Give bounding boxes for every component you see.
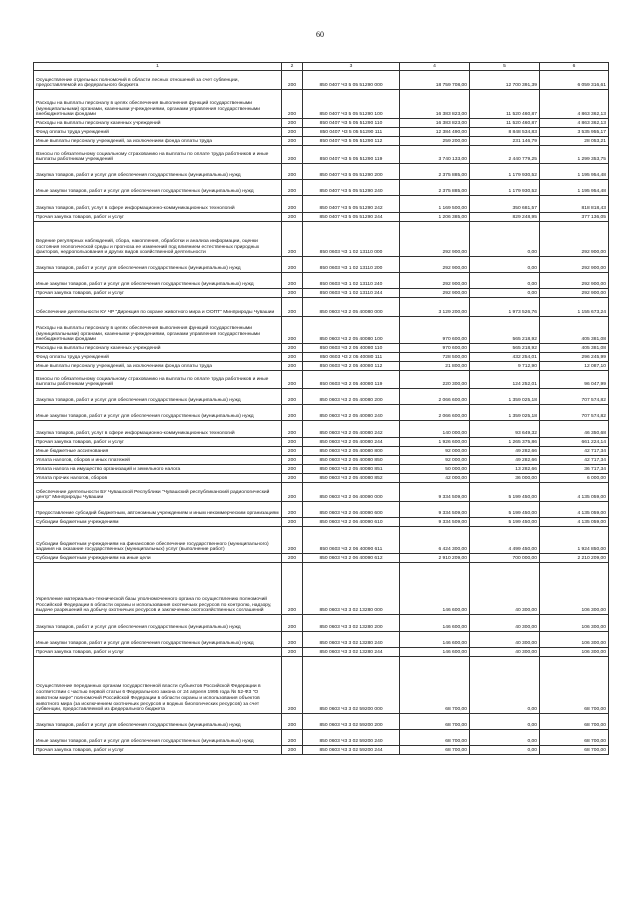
table-row (34, 438, 609, 447)
table-row (34, 128, 609, 137)
budget-classification-code: 850 0603 Ч3 2 05 40080 852 (303, 474, 400, 483)
table-row (34, 456, 609, 465)
line-code: 200 (282, 615, 303, 632)
table-row (34, 164, 609, 180)
line-code: 200 (282, 421, 303, 438)
item-name: Иные бюджетные ассигнования (34, 447, 282, 456)
budget-classification-code: 850 0603 Ч3 3 02 59200 240 (303, 730, 400, 746)
executed-amount: 5 199 450,00 (470, 483, 540, 502)
table-row (34, 273, 609, 289)
unexecuted-amount: 42 717,34 (540, 456, 609, 465)
approved-amount: 18 759 708,00 (400, 71, 470, 90)
approved-amount: 92 000,00 (400, 456, 470, 465)
line-code: 200 (282, 648, 303, 657)
approved-amount: 146 600,00 (400, 563, 470, 615)
executed-amount: 5 199 450,00 (470, 502, 540, 518)
line-code: 200 (282, 371, 303, 389)
table-row (34, 483, 609, 502)
table-row (34, 213, 609, 222)
table-row (34, 730, 609, 746)
unexecuted-amount: 405 381,08 (540, 344, 609, 353)
item-name: Фонд оплаты труда учреждений (34, 353, 282, 362)
table-row (34, 714, 609, 730)
approved-amount: 728 500,00 (400, 353, 470, 362)
item-name: Иные закупки товаров, работ и услуг для обеспечения государственных (муниципальных) нужд (34, 730, 282, 746)
executed-amount: 1 179 930,52 (470, 180, 540, 196)
table-row (34, 527, 609, 554)
line-code: 200 (282, 146, 303, 164)
budget-classification-code: 850 0603 Ч3 2 06 40090 612 (303, 554, 400, 563)
line-code: 200 (282, 71, 303, 90)
table-row (34, 298, 609, 317)
table-row (34, 344, 609, 353)
executed-amount: 565 218,92 (470, 317, 540, 344)
line-code: 200 (282, 518, 303, 527)
executed-amount: 11 520 460,87 (470, 90, 540, 119)
item-name: Взносы по обязательному социальному страхованию на выплаты по оплате труда работников и иные выплаты работникам учреждений (34, 146, 282, 164)
unexecuted-amount: 292 900,00 (540, 222, 609, 257)
item-name: Иные закупки товаров, работ и услуг для обеспечения государственных (муниципальных) нужд (34, 405, 282, 421)
unexecuted-amount: 6 059 316,61 (540, 71, 609, 90)
unexecuted-amount: 106 300,00 (540, 615, 609, 632)
item-name: Осуществление переданных органам государственной власти субъектов Российской Федерации в соответствии с частью первой статьи 6 Федерального закона от 24 апреля 1995 года № 52-ФЗ "О животном мире" полномочий Российской Федерации в области охраны и использования объектов животного мира (за исключением охотничьих ресурсов и водных биологических ресурсов) за счет субвенции, предоставляемой из федерального бюджета (34, 657, 282, 714)
table-row (34, 137, 609, 146)
approved-amount: 16 383 823,00 (400, 119, 470, 128)
line-code: 200 (282, 257, 303, 273)
column-header: 4 (400, 63, 470, 71)
executed-amount: 1 179 930,52 (470, 164, 540, 180)
line-code: 200 (282, 405, 303, 421)
budget-classification-code: 850 0603 Ч3 3 02 59200 000 (303, 657, 400, 714)
approved-amount: 292 900,00 (400, 289, 470, 298)
table-row (34, 615, 609, 632)
budget-classification-code: 850 0603 Ч3 3 02 13280 244 (303, 648, 400, 657)
executed-amount: 0,00 (470, 730, 540, 746)
line-code: 200 (282, 353, 303, 362)
budget-classification-code: 850 0603 Ч3 2 05 40080 100 (303, 317, 400, 344)
line-code: 200 (282, 289, 303, 298)
approved-amount: 16 383 823,00 (400, 90, 470, 119)
column-header: 2 (282, 63, 303, 71)
item-name: Иные закупки товаров, работ и услуг для обеспечения государственных (муниципальных) нужд (34, 632, 282, 648)
line-code: 200 (282, 438, 303, 447)
approved-amount: 259 200,00 (400, 137, 470, 146)
item-name: Закупка товаров, работ и услуг для обеспечения государственных (муниципальных) нужд (34, 164, 282, 180)
item-name: Взносы по обязательному социальному страхованию на выплаты по оплате труда работников и иные выплаты работникам учреждений (34, 371, 282, 389)
executed-amount: 1 359 025,18 (470, 405, 540, 421)
executed-amount: 2 440 779,25 (470, 146, 540, 164)
budget-classification-code: 850 0603 Ч3 1 02 13110 244 (303, 289, 400, 298)
item-name: Прочая закупка товаров, работ и услуг (34, 746, 282, 755)
line-code: 200 (282, 554, 303, 563)
item-name: Укрепление материально-технической базы уполномоченного органа по осуществлению полномочий Российской Федерации в области охраны и использования охотничьих ресурсов по контролю, надзору, выдаче разрешений на добычу охотничьих ресурсов и заключению охотхозяйственных соглашений (34, 563, 282, 615)
item-name: Расходы на выплаты персоналу казенных учреждений (34, 344, 282, 353)
table-row (34, 317, 609, 344)
column-header: 3 (303, 63, 400, 71)
table-row (34, 71, 609, 90)
item-name: Предоставление субсидий бюджетным, автономным учреждениям и иным некоммерческим организациям (34, 502, 282, 518)
line-code: 200 (282, 483, 303, 502)
table-row (34, 563, 609, 615)
budget-classification-code: 850 0407 Ч3 5 05 51290 119 (303, 146, 400, 164)
unexecuted-amount: 6 000,00 (540, 474, 609, 483)
item-name: Прочая закупка товаров, работ и услуг (34, 438, 282, 447)
budget-classification-code: 850 0407 Ч3 5 05 51290 110 (303, 119, 400, 128)
item-name: Расходы на выплаты персоналу казенных учреждений (34, 119, 282, 128)
unexecuted-amount: 3 535 955,17 (540, 128, 609, 137)
budget-classification-code: 850 0603 Ч3 2 05 40080 240 (303, 405, 400, 421)
unexecuted-amount: 4 863 362,13 (540, 119, 609, 128)
approved-amount: 21 800,00 (400, 362, 470, 371)
executed-amount: 36 000,00 (470, 474, 540, 483)
item-name: Закупка товаров, работ, услуг в сфере информационно-коммуникационных технологий (34, 196, 282, 213)
item-name: Иные закупки товаров, работ и услуг для обеспечения государственных (муниципальных) нужд (34, 273, 282, 289)
unexecuted-amount: 68 700,00 (540, 746, 609, 755)
approved-amount: 292 900,00 (400, 273, 470, 289)
approved-amount: 6 424 300,00 (400, 527, 470, 554)
unexecuted-amount: 4 863 362,13 (540, 90, 609, 119)
table-row (34, 421, 609, 438)
unexecuted-amount: 96 047,99 (540, 371, 609, 389)
budget-classification-code: 850 0407 Ч3 5 05 51290 240 (303, 180, 400, 196)
table-row (34, 746, 609, 755)
table-row (34, 90, 609, 119)
approved-amount: 3 740 133,00 (400, 146, 470, 164)
line-code: 200 (282, 730, 303, 746)
budget-classification-code: 850 0603 Ч3 2 05 40080 244 (303, 438, 400, 447)
line-code: 200 (282, 447, 303, 456)
item-name: Расходы на выплаты персоналу в целях обеспечения выполнения функций государственными (муниципальными) органами, казенными учреждениями, органами управления государственными внебюджетными фондами (34, 317, 282, 344)
table-row (34, 648, 609, 657)
executed-amount: 40 300,00 (470, 563, 540, 615)
line-code: 200 (282, 273, 303, 289)
line-code: 200 (282, 164, 303, 180)
item-name: Уплата налогов, сборов и иных платежей (34, 456, 282, 465)
unexecuted-amount: 292 900,00 (540, 289, 609, 298)
budget-classification-code: 850 0603 Ч3 2 05 40080 112 (303, 362, 400, 371)
unexecuted-amount: 4 135 059,00 (540, 518, 609, 527)
approved-amount: 9 334 509,00 (400, 502, 470, 518)
table-row (34, 180, 609, 196)
column-number-header-row (34, 63, 609, 71)
budget-classification-code: 850 0603 Ч3 2 05 40080 800 (303, 447, 400, 456)
budget-classification-code: 850 0603 Ч3 3 02 13280 000 (303, 563, 400, 615)
approved-amount: 2 375 885,00 (400, 180, 470, 196)
line-code: 200 (282, 714, 303, 730)
line-code: 200 (282, 527, 303, 554)
budget-classification-code: 850 0603 Ч3 1 02 13110 200 (303, 257, 400, 273)
table-row (34, 146, 609, 164)
approved-amount: 2 375 885,00 (400, 164, 470, 180)
table-row (34, 222, 609, 257)
line-code: 200 (282, 474, 303, 483)
item-name: Прочая закупка товаров, работ и услуг (34, 213, 282, 222)
unexecuted-amount: 1 299 353,75 (540, 146, 609, 164)
item-name: Расходы на выплаты персоналу в целях обеспечения выполнения функций государственными (муниципальными) органами, казенными учреждениями, органами управления государственными внебюджетными фондами (34, 90, 282, 119)
item-name: Закупка товаров, работ, услуг в сфере информационно-коммуникационных технологий (34, 421, 282, 438)
line-code: 200 (282, 213, 303, 222)
unexecuted-amount: 2 210 209,00 (540, 554, 609, 563)
line-code: 200 (282, 180, 303, 196)
approved-amount: 2 066 600,00 (400, 389, 470, 405)
item-name: Субсидии бюджетным учреждениям (34, 518, 282, 527)
executed-amount: 5 199 450,00 (470, 518, 540, 527)
executed-amount: 0,00 (470, 289, 540, 298)
unexecuted-amount: 68 700,00 (540, 657, 609, 714)
unexecuted-amount: 707 574,82 (540, 389, 609, 405)
approved-amount: 146 600,00 (400, 648, 470, 657)
budget-classification-code: 850 0603 Ч3 2 05 40080 850 (303, 456, 400, 465)
budget-classification-code: 850 0407 Ч3 5 05 51290 111 (303, 128, 400, 137)
approved-amount: 1 926 600,00 (400, 438, 470, 447)
table-row (34, 554, 609, 563)
budget-classification-code: 850 0407 Ч3 5 05 51290 100 (303, 90, 400, 119)
executed-amount: 565 218,92 (470, 344, 540, 353)
item-name: Закупка товаров, работ и услуг для обеспечения государственных (муниципальных) нужд (34, 257, 282, 273)
executed-amount: 8 848 534,83 (470, 128, 540, 137)
table-row (34, 353, 609, 362)
budget-classification-code: 850 0603 Ч3 2 05 40080 242 (303, 421, 400, 438)
approved-amount: 2 910 209,00 (400, 554, 470, 563)
item-name: Закупка товаров, работ и услуг для обеспечения государственных (муниципальных) нужд (34, 714, 282, 730)
approved-amount: 1 206 385,00 (400, 213, 470, 222)
unexecuted-amount: 36 717,34 (540, 465, 609, 474)
approved-amount: 12 384 490,00 (400, 128, 470, 137)
executed-amount: 4 499 450,00 (470, 527, 540, 554)
budget-classification-code: 850 0603 Ч3 2 06 40090 610 (303, 518, 400, 527)
item-name: Иные выплаты персоналу учреждений, за исключением фонда оплаты труда (34, 362, 282, 371)
executed-amount: 49 282,66 (470, 447, 540, 456)
approved-amount: 220 300,00 (400, 371, 470, 389)
budget-classification-code: 850 0603 Ч3 3 02 59200 244 (303, 746, 400, 755)
line-code: 200 (282, 344, 303, 353)
approved-amount: 146 600,00 (400, 632, 470, 648)
table-row (34, 632, 609, 648)
column-header: 1 (34, 63, 282, 71)
unexecuted-amount: 1 195 954,48 (540, 180, 609, 196)
unexecuted-amount: 1 155 673,24 (540, 298, 609, 317)
approved-amount: 68 700,00 (400, 746, 470, 755)
executed-amount: 12 700 391,39 (470, 71, 540, 90)
executed-amount: 40 300,00 (470, 615, 540, 632)
unexecuted-amount: 42 717,34 (540, 447, 609, 456)
line-code: 200 (282, 465, 303, 474)
approved-amount: 68 700,00 (400, 730, 470, 746)
executed-amount: 829 248,95 (470, 213, 540, 222)
budget-classification-code: 850 0603 Ч3 2 06 40090 600 (303, 502, 400, 518)
unexecuted-amount: 106 300,00 (540, 632, 609, 648)
line-code: 200 (282, 119, 303, 128)
approved-amount: 92 000,00 (400, 447, 470, 456)
executed-amount: 0,00 (470, 746, 540, 755)
table-row (34, 371, 609, 389)
unexecuted-amount: 292 900,00 (540, 257, 609, 273)
executed-amount: 1 359 025,18 (470, 389, 540, 405)
unexecuted-amount: 377 136,05 (540, 213, 609, 222)
table-row (34, 405, 609, 421)
item-name: Прочая закупка товаров, работ и услуг (34, 648, 282, 657)
item-name: Прочая закупка товаров, работ и услуг (34, 289, 282, 298)
approved-amount: 9 334 509,00 (400, 483, 470, 502)
unexecuted-amount: 292 900,00 (540, 273, 609, 289)
budget-classification-code: 850 0407 Ч3 5 05 51290 242 (303, 196, 400, 213)
item-name: Иные выплаты персоналу учреждений, за исключением фонда оплаты труда (34, 137, 282, 146)
item-name: Обеспечение деятельности КУ ЧР "Дирекция по охране животного мира и ООПТ" Минприроды Чувашии (34, 298, 282, 317)
unexecuted-amount: 405 381,08 (540, 317, 609, 344)
budget-classification-code: 850 0407 Ч3 5 05 51290 244 (303, 213, 400, 222)
budget-classification-code: 850 0603 Ч3 2 05 40080 119 (303, 371, 400, 389)
item-name: Субсидии бюджетным учреждениям на иные цели (34, 554, 282, 563)
column-header: 6 (540, 63, 609, 71)
budget-classification-code: 850 0603 Ч3 2 06 40090 000 (303, 483, 400, 502)
table-row (34, 196, 609, 213)
line-code: 200 (282, 456, 303, 465)
executed-amount: 0,00 (470, 257, 540, 273)
executed-amount: 13 282,66 (470, 465, 540, 474)
unexecuted-amount: 12 087,10 (540, 362, 609, 371)
item-name: Закупка товаров, работ и услуг для обеспечения государственных (муниципальных) нужд (34, 615, 282, 632)
table-row (34, 362, 609, 371)
unexecuted-amount: 4 135 059,00 (540, 483, 609, 502)
unexecuted-amount: 661 224,14 (540, 438, 609, 447)
budget-classification-code: 850 0603 Ч3 2 05 40080 200 (303, 389, 400, 405)
executed-amount: 40 300,00 (470, 632, 540, 648)
budget-classification-code: 850 0603 Ч3 2 05 40080 000 (303, 298, 400, 317)
executed-amount: 124 252,01 (470, 371, 540, 389)
line-code: 200 (282, 389, 303, 405)
item-name: Иные закупки товаров, работ и услуг для обеспечения государственных (муниципальных) нужд (34, 180, 282, 196)
line-code: 200 (282, 298, 303, 317)
approved-amount: 146 600,00 (400, 615, 470, 632)
unexecuted-amount: 707 574,82 (540, 405, 609, 421)
budget-classification-code: 850 0603 Ч3 2 06 40090 611 (303, 527, 400, 554)
table-row (34, 518, 609, 527)
line-code: 200 (282, 746, 303, 755)
executed-amount: 0,00 (470, 657, 540, 714)
item-name: Субсидии бюджетным учреждениям на финансовое обеспечение государственного (муниципального) задания на оказание государственных (муниципальных) услуг (выполнение работ) (34, 527, 282, 554)
table-row (34, 119, 609, 128)
item-name: Закупка товаров, работ и услуг для обеспечения государственных (муниципальных) нужд (34, 389, 282, 405)
budget-classification-code: 850 0603 Ч3 3 02 13280 200 (303, 615, 400, 632)
approved-amount: 9 334 509,00 (400, 518, 470, 527)
approved-amount: 68 700,00 (400, 657, 470, 714)
item-name: Ведение регулярных наблюдений, сбора, накопления, обработки и анализа информации, оценки состояния геологической среды и прогноза ее изменений под влиянием естественных природных факторов, недропользования и других видов хозяйственной деятельности (34, 222, 282, 257)
approved-amount: 68 700,00 (400, 714, 470, 730)
executed-amount: 0,00 (470, 273, 540, 289)
table-row (34, 289, 609, 298)
approved-amount: 2 066 600,00 (400, 405, 470, 421)
budget-classification-code: 850 0603 Ч3 2 05 40080 110 (303, 344, 400, 353)
table-row (34, 257, 609, 273)
unexecuted-amount: 28 053,21 (540, 137, 609, 146)
line-code: 200 (282, 563, 303, 615)
unexecuted-amount: 68 700,00 (540, 730, 609, 746)
line-code: 200 (282, 502, 303, 518)
budget-classification-code: 850 0603 Ч3 3 02 13280 240 (303, 632, 400, 648)
approved-amount: 140 000,00 (400, 421, 470, 438)
executed-amount: 432 254,01 (470, 353, 540, 362)
line-code: 200 (282, 196, 303, 213)
executed-amount: 0,00 (470, 222, 540, 257)
unexecuted-amount: 46 350,68 (540, 421, 609, 438)
unexecuted-amount: 296 245,99 (540, 353, 609, 362)
line-code: 200 (282, 222, 303, 257)
item-name: Осуществление отдельных полномочий в области лесных отношений за счет субвенции, предоставляемой из федерального бюджета (34, 71, 282, 90)
line-code: 200 (282, 317, 303, 344)
executed-amount: 1 265 375,86 (470, 438, 540, 447)
executed-amount: 231 146,79 (470, 137, 540, 146)
approved-amount: 970 600,00 (400, 344, 470, 353)
executed-amount: 9 712,90 (470, 362, 540, 371)
item-name: Уплата прочих налогов, сборов (34, 474, 282, 483)
table-row (34, 447, 609, 456)
unexecuted-amount: 818 818,43 (540, 196, 609, 213)
approved-amount: 970 600,00 (400, 317, 470, 344)
budget-classification-code: 850 0603 Ч3 3 02 59200 200 (303, 714, 400, 730)
unexecuted-amount: 106 300,00 (540, 563, 609, 615)
unexecuted-amount: 106 300,00 (540, 648, 609, 657)
table-row (34, 474, 609, 483)
executed-amount: 40 300,00 (470, 648, 540, 657)
budget-classification-code: 850 0603 Ч3 2 05 40080 111 (303, 353, 400, 362)
executed-amount: 1 973 526,76 (470, 298, 540, 317)
unexecuted-amount: 4 135 059,00 (540, 502, 609, 518)
executed-amount: 0,00 (470, 714, 540, 730)
item-name: Обеспечение деятельности БУ Чувашской Республики "Чувашский республиканский радиологический центр" Минприроды Чувашии (34, 483, 282, 502)
page-number: 60 (316, 30, 324, 39)
line-code: 200 (282, 362, 303, 371)
executed-amount: 350 681,57 (470, 196, 540, 213)
unexecuted-amount: 1 924 850,00 (540, 527, 609, 554)
approved-amount: 3 129 200,00 (400, 298, 470, 317)
table-row (34, 465, 609, 474)
executed-amount: 700 000,00 (470, 554, 540, 563)
table-row (34, 657, 609, 714)
approved-amount: 292 900,00 (400, 222, 470, 257)
approved-amount: 1 169 500,00 (400, 196, 470, 213)
executed-amount: 49 282,66 (470, 456, 540, 465)
budget-classification-code: 850 0603 Ч3 1 02 13110 000 (303, 222, 400, 257)
table-row (34, 389, 609, 405)
table-row (34, 502, 609, 518)
budget-classification-code: 850 0407 Ч3 5 05 51290 200 (303, 164, 400, 180)
line-code: 200 (282, 128, 303, 137)
budget-classification-code: 850 0603 Ч3 2 05 40080 851 (303, 465, 400, 474)
item-name: Фонд оплаты труда учреждений (34, 128, 282, 137)
line-code: 200 (282, 90, 303, 119)
line-code: 200 (282, 137, 303, 146)
unexecuted-amount: 1 195 954,48 (540, 164, 609, 180)
budget-classification-code: 850 0407 Ч3 5 05 51290 112 (303, 137, 400, 146)
item-name: Уплата налога на имущество организаций и земельного налога (34, 465, 282, 474)
budget-classification-code: 850 0407 Ч3 5 05 51290 000 (303, 71, 400, 90)
approved-amount: 50 000,00 (400, 465, 470, 474)
budget-classification-code: 850 0603 Ч3 1 02 13110 240 (303, 273, 400, 289)
executed-amount: 11 520 460,87 (470, 119, 540, 128)
unexecuted-amount: 68 700,00 (540, 714, 609, 730)
line-code: 200 (282, 632, 303, 648)
approved-amount: 292 900,00 (400, 257, 470, 273)
line-code: 200 (282, 657, 303, 714)
executed-amount: 93 649,32 (470, 421, 540, 438)
approved-amount: 42 000,00 (400, 474, 470, 483)
column-header: 5 (470, 63, 540, 71)
budget-table (33, 62, 609, 755)
